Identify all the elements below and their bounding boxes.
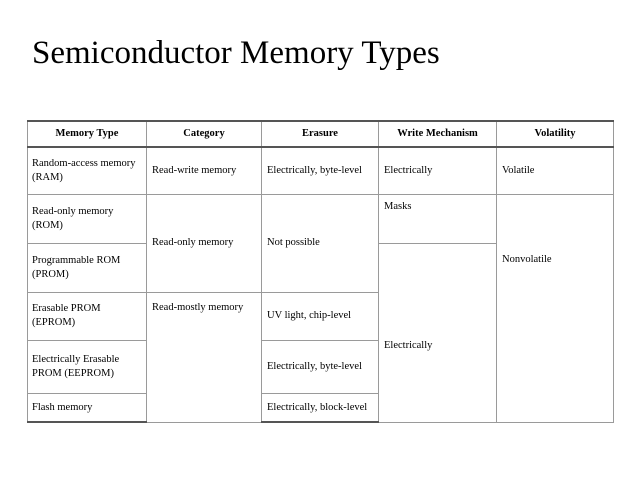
table-header-row bbox=[28, 121, 614, 147]
cell-write-mechanism: Electrically bbox=[379, 147, 497, 195]
cell-memory-type: Programmable ROM (PROM) bbox=[28, 243, 147, 292]
cell-erasure: Electrically, byte-level bbox=[262, 341, 379, 394]
page-title: Semiconductor Memory Types bbox=[32, 35, 440, 71]
cell-memory-type: Read-only memory (ROM) bbox=[28, 195, 147, 244]
cell-write-mechanism: Masks bbox=[379, 195, 497, 244]
cell-category: Read-mostly memory bbox=[147, 292, 262, 422]
cell-memory-type: Electrically Erasable PROM (EEPROM) bbox=[28, 341, 147, 394]
cell-category: Read-write memory bbox=[147, 147, 262, 195]
header-category: Category bbox=[147, 121, 262, 147]
cell-erasure: Electrically, byte-level bbox=[262, 147, 379, 195]
header-memory-type: Memory Type bbox=[28, 121, 147, 147]
cell-memory-type: Flash memory bbox=[28, 394, 147, 422]
table-row bbox=[28, 147, 614, 195]
table-row bbox=[28, 195, 614, 244]
cell-erasure: UV light, chip-level bbox=[262, 292, 379, 341]
cell-erasure: Not possible bbox=[262, 195, 379, 292]
cell-write-mechanism: Electrically bbox=[379, 243, 497, 422]
cell-memory-type: Erasable PROM (EPROM) bbox=[28, 292, 147, 341]
cell-erasure: Electrically, block-level bbox=[262, 394, 379, 422]
cell-memory-type: Random-access memory (RAM) bbox=[28, 147, 147, 195]
header-erasure: Erasure bbox=[262, 121, 379, 147]
cell-volatility: Volatile bbox=[497, 147, 614, 195]
header-volatility: Volatility bbox=[497, 121, 614, 147]
header-write-mechanism: Write Mechanism bbox=[379, 121, 497, 147]
memory-types-table bbox=[27, 120, 614, 423]
cell-category: Read-only memory bbox=[147, 195, 262, 292]
cell-volatility: Nonvolatile bbox=[497, 195, 614, 422]
